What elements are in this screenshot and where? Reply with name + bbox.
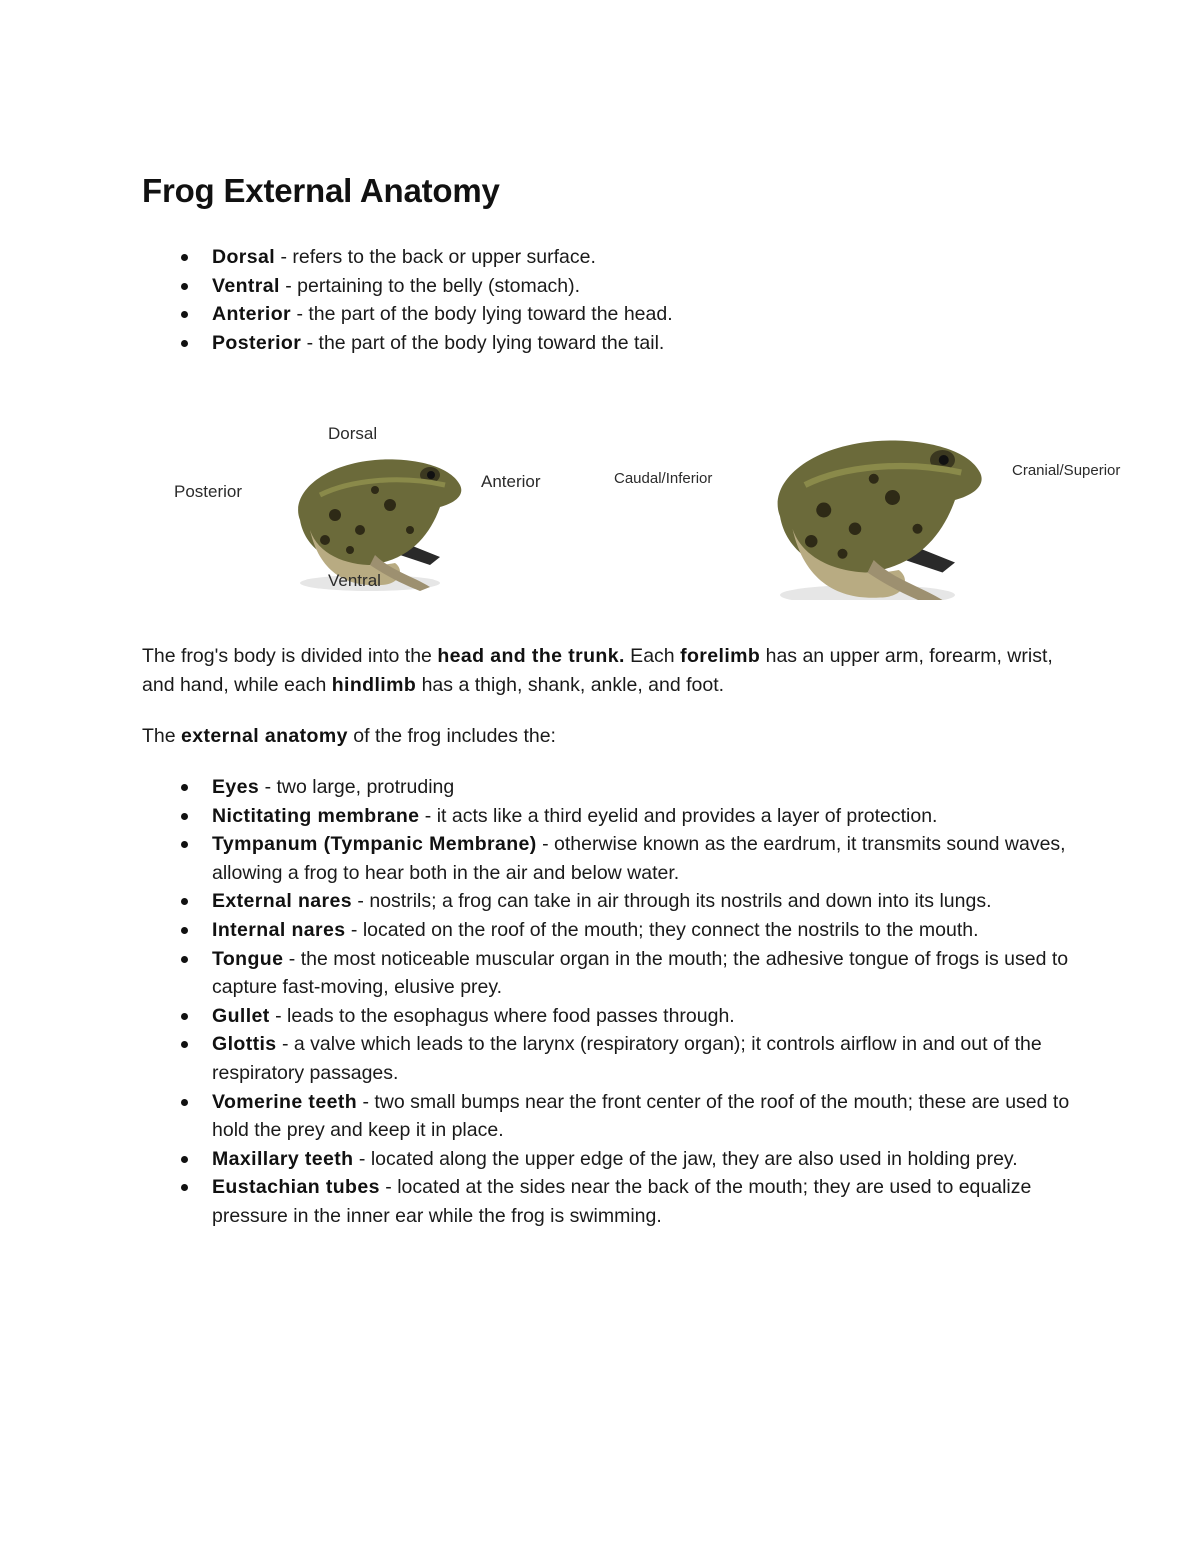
- term: Tongue: [212, 947, 284, 970]
- term: Glottis: [212, 1033, 277, 1056]
- definition: - the part of the body lying toward the tail.: [301, 331, 665, 354]
- bullet-icon: [181, 1184, 188, 1191]
- label-caudal-inferior: Caudal/Inferior: [614, 470, 713, 487]
- label-ventral: Ventral: [328, 571, 381, 590]
- label-anterior: Anterior: [481, 472, 541, 491]
- body-paragraph: [142, 642, 1072, 699]
- bullet-icon: [181, 254, 188, 261]
- frog-orientation-figure: [140, 400, 1150, 600]
- text-run: The frog's body is divided into the: [142, 645, 438, 667]
- list-item: [142, 887, 1072, 916]
- term: Ventral: [212, 274, 280, 297]
- term: Eyes: [212, 776, 260, 798]
- bullet-icon: [181, 1099, 188, 1106]
- list-item: [142, 773, 1072, 802]
- term: Anterior: [212, 303, 292, 326]
- term: Internal nares: [212, 918, 346, 941]
- term: External nares: [212, 890, 353, 913]
- bullet-icon: [181, 1156, 188, 1163]
- bold-run: hindlimb: [331, 673, 417, 696]
- frog-right-image: [778, 440, 982, 600]
- list-item: [142, 1030, 1072, 1087]
- term: Dorsal: [212, 246, 276, 268]
- definition: - located at the sides near the back of the mouth; they are used to equalize pressure in the inner ear while the frog is swimming.: [212, 1176, 1032, 1227]
- list-item: [142, 1145, 1072, 1174]
- definition: - nostrils; a frog can take in air through its nostrils and down into its lungs.: [352, 890, 992, 913]
- definition: - pertaining to the belly (stomach).: [279, 274, 581, 297]
- term: Vomerine teeth: [212, 1090, 358, 1113]
- definition: - the most noticeable muscular organ in the mouth; the adhesive tongue of frogs is used to capture fast-moving, elusive prey.: [212, 947, 1069, 999]
- bold-run: head and the trunk.: [437, 645, 625, 667]
- bullet-icon: [181, 956, 188, 963]
- anatomy-list: [142, 773, 1072, 1231]
- text-run: The: [142, 725, 182, 747]
- bullet-icon: [181, 841, 188, 848]
- list-item: [142, 1088, 1072, 1145]
- frog-illustrations: [140, 400, 1150, 600]
- text-run: Each: [624, 645, 681, 667]
- bullet-icon: [181, 283, 188, 290]
- definition: - located along the upper edge of the jaw, they are also used in holding prey.: [353, 1147, 1018, 1170]
- list-item: [142, 1002, 1072, 1031]
- orientation-list: [142, 243, 1072, 357]
- term: Posterior: [212, 331, 302, 354]
- definition: - it acts like a third eyelid and provides a layer of protection.: [419, 804, 938, 827]
- definition: - otherwise known as the eardrum, it transmits sound waves, allowing a frog to hear both in the air and below water.: [212, 833, 1066, 884]
- bullet-icon: [181, 927, 188, 934]
- bullet-icon: [181, 784, 188, 791]
- text-run: of the frog includes the:: [347, 725, 556, 747]
- bullet-icon: [181, 311, 188, 318]
- list-item: [142, 802, 1072, 831]
- intro-paragraph: [142, 722, 1072, 751]
- term: Nictitating membrane: [212, 804, 420, 827]
- bullet-icon: [181, 1041, 188, 1048]
- text-run: has a thigh, shank, ankle, and foot.: [416, 673, 725, 696]
- text-run: has an upper arm, forearm, wrist, and hand, while each: [142, 645, 1053, 696]
- definition: - a valve which leads to the larynx (respiratory organ); it controls airflow in and out of the respiratory passages.: [212, 1033, 1042, 1084]
- list-item: [142, 916, 1072, 945]
- bullet-icon: [181, 1013, 188, 1020]
- definition: - located on the roof of the mouth; they connect the nostrils to the mouth.: [345, 918, 979, 941]
- definition: - the part of the body lying toward the head.: [291, 303, 673, 326]
- label-posterior: Posterior: [174, 482, 243, 501]
- label-cranial-superior: Cranial/Superior: [1012, 462, 1121, 479]
- definition: - leads to the esophagus where food passes through.: [269, 1004, 735, 1027]
- bullet-icon: [181, 813, 188, 820]
- definition: - two small bumps near the front center of the roof of the mouth; these are used to hold the prey and keep it in place.: [212, 1090, 1070, 1142]
- term: Maxillary teeth: [212, 1147, 354, 1170]
- term: Gullet: [212, 1004, 270, 1027]
- page-title: Frog External Anatomy: [142, 172, 500, 209]
- list-item: [142, 272, 1072, 301]
- bold-run: external anatomy: [181, 725, 348, 747]
- definition: - two large, protruding: [259, 776, 455, 798]
- definition: - refers to the back or upper surface.: [275, 246, 596, 268]
- list-item: [142, 1173, 1072, 1230]
- list-item: [142, 300, 1072, 329]
- bold-run: forelimb: [680, 645, 761, 667]
- list-item: [142, 329, 1072, 358]
- list-item: [142, 243, 1072, 272]
- list-item: [142, 945, 1072, 1002]
- bullet-icon: [181, 340, 188, 347]
- term: Eustachian tubes: [212, 1176, 380, 1199]
- term: Tympanum (Tympanic Membrane): [212, 833, 537, 856]
- label-dorsal: Dorsal: [328, 424, 378, 443]
- list-item: [142, 830, 1072, 887]
- bullet-icon: [181, 898, 188, 905]
